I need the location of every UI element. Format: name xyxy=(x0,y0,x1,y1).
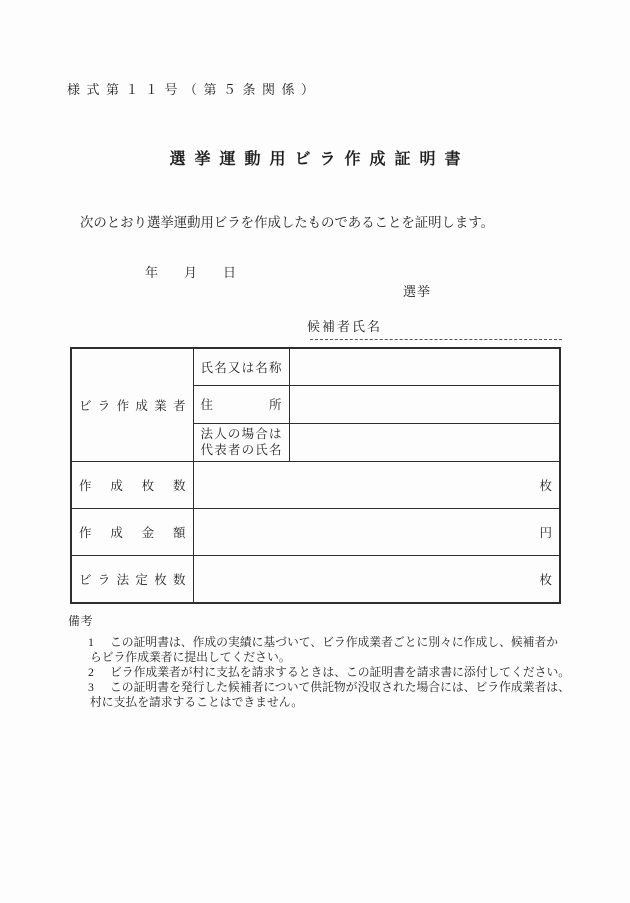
month-label: 月 xyxy=(184,265,198,280)
legal-copies-label: ビ ラ 法 定 枚 数 xyxy=(79,572,186,587)
notes-section xyxy=(68,614,570,710)
copies-made-label-cell xyxy=(71,461,193,508)
legal-copies-label-cell xyxy=(71,555,193,603)
year-label: 年 xyxy=(145,265,159,280)
note-item-2-number: 2 xyxy=(88,665,94,679)
address-value-cell[interactable] xyxy=(289,385,560,423)
maker-label: ビ ラ 作 成 業 者 xyxy=(79,398,186,413)
copies-made-label: 作 成 枚 数 xyxy=(79,478,186,493)
notes-heading: 備考 xyxy=(68,614,94,628)
representative-label-cell xyxy=(193,423,289,461)
note-item-3-text: この証明書を発行した候補者について供託物が没収された場合には、ビラ作成業者は、 xyxy=(110,680,570,694)
form-table xyxy=(70,347,561,604)
representative-value-cell[interactable] xyxy=(289,423,560,461)
legal-copies-unit: 枚 xyxy=(539,572,552,587)
note-item-2-text: ビラ作成業者が村に支払を請求するときは、この証明書を請求書に添付してください。 xyxy=(110,665,571,679)
note-item-2-line-1 xyxy=(68,665,570,680)
form-number: 様式第１１号（第５条関係） xyxy=(67,82,321,97)
intro-text: 次のとおり選挙運動用ビラを作成したものであることを証明します。 xyxy=(80,215,495,230)
copies-made-value-cell[interactable] xyxy=(193,461,560,508)
legal-copies-value-cell[interactable] xyxy=(193,555,560,603)
maker-label-cell xyxy=(71,348,193,461)
name-label: 氏 名 又 は 名 称 xyxy=(200,360,282,375)
day-label: 日 xyxy=(223,265,237,280)
candidate-name-field[interactable] xyxy=(310,332,562,340)
representative-label-line2: 代 表 者 の 氏 名 xyxy=(200,443,282,457)
note-item-1-text: この証明書は、作成の実績に基づいて、ビラ作成業者ごとに別々に作成し、候補者か xyxy=(110,635,559,649)
note-item-3-line-1 xyxy=(68,680,570,695)
note-item-1-number: 1 xyxy=(88,635,94,649)
date-line xyxy=(145,262,236,281)
name-label-cell xyxy=(193,348,289,385)
note-item-1-line-1 xyxy=(68,635,570,650)
amount-unit: 円 xyxy=(539,525,552,540)
note-item-1-line-2: らビラ作成業者に提出してください。 xyxy=(90,650,291,664)
address-label: 住 所 xyxy=(200,398,282,412)
copies-made-unit: 枚 xyxy=(539,478,552,493)
address-label-cell xyxy=(193,385,289,423)
page-title: 選挙運動用ビラ作成証明書 xyxy=(169,151,470,168)
note-item-3-line-2: 村に支払を請求することはできません。 xyxy=(90,695,304,709)
amount-label-cell xyxy=(71,508,193,555)
name-value-cell[interactable] xyxy=(289,348,560,385)
election-suffix-label: 選挙 xyxy=(403,284,432,299)
note-item-3-number: 3 xyxy=(88,680,94,694)
candidate-name-label: 候補者氏名 xyxy=(307,319,383,334)
amount-value-cell[interactable] xyxy=(193,508,560,555)
representative-label-line1: 法 人 の 場 合 は xyxy=(200,427,282,441)
amount-label: 作 成 金 額 xyxy=(79,525,186,540)
